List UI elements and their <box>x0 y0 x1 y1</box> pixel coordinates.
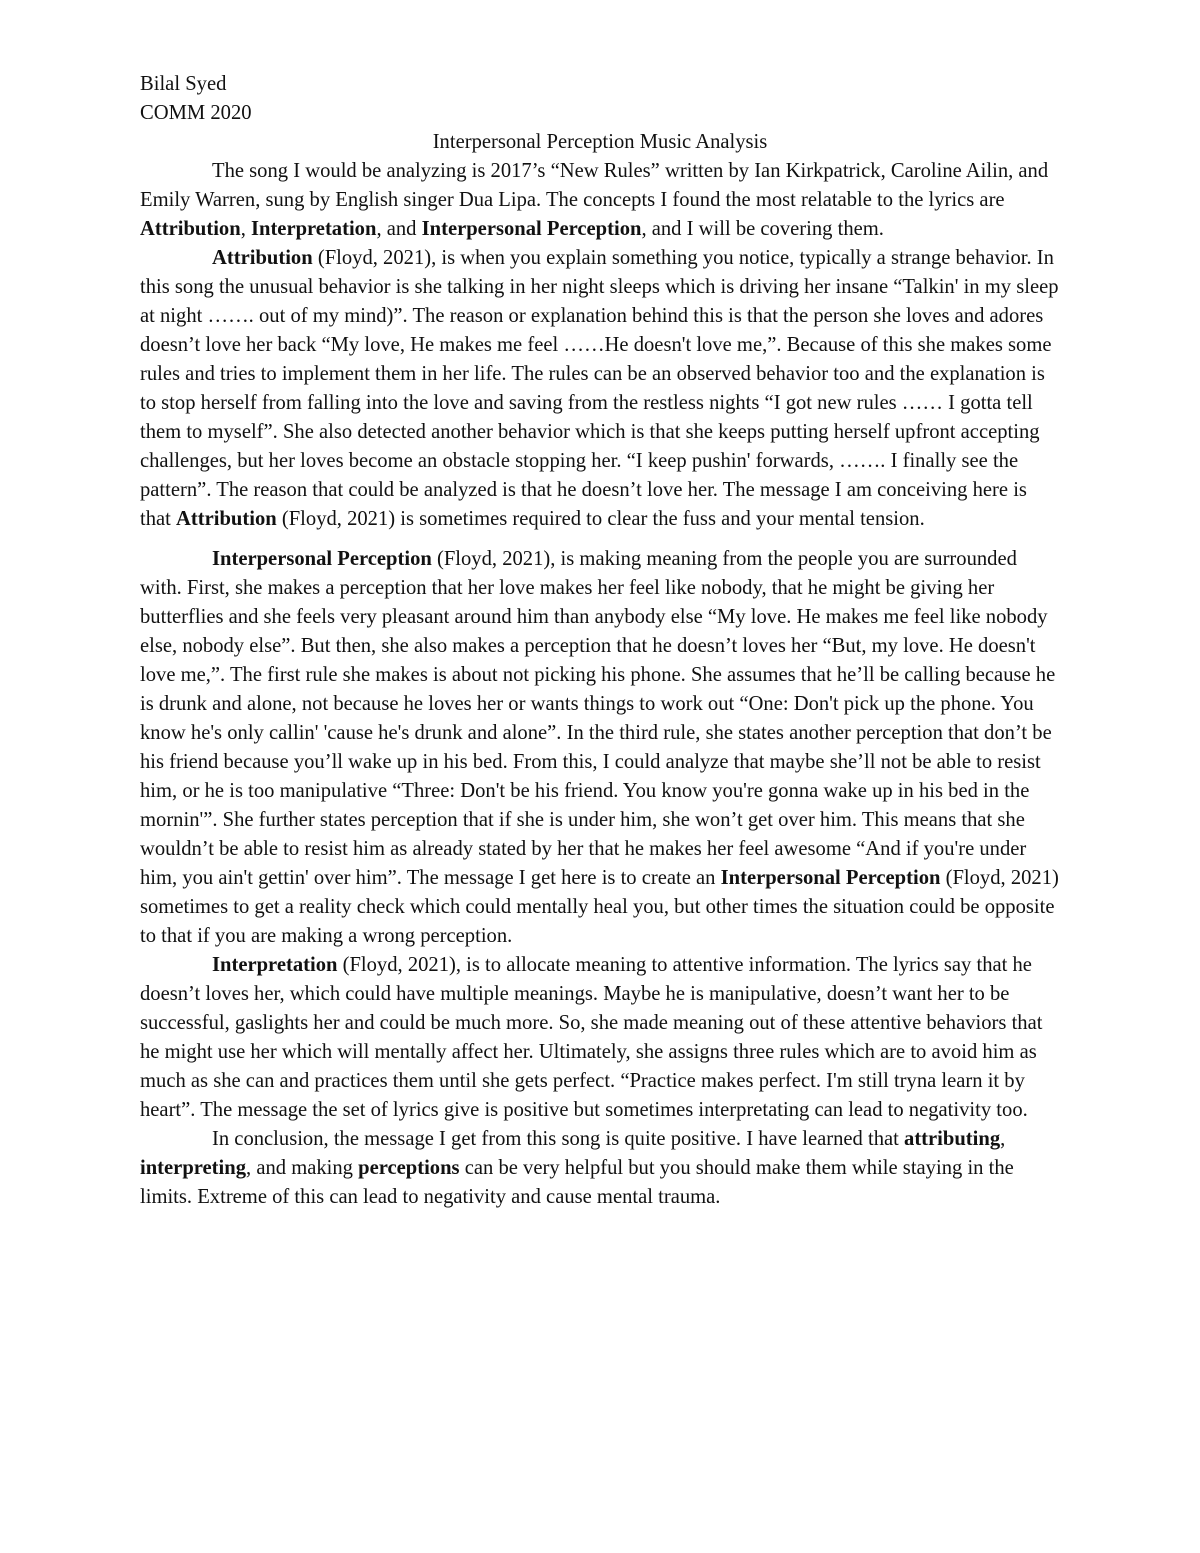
paragraph-conclusion <box>140 1125 1060 1212</box>
author-name: Bilal Syed <box>140 73 227 95</box>
bold-term: Interpretation <box>250 218 377 240</box>
text-run: (Floyd, 2021) sometimes to get a reality check which could mentally heal you, but other times the situation could be opposite to that if you are making a wrong perception. <box>140 867 1059 947</box>
text-run: (Floyd, 2021), is making meaning from the people you are surrounded with. First, she makes a perception that her love makes her feel like nobody, that he might be giving her butterflies and she feels very pleasant around him than anybody else “My love. He makes me feel like nobody else, nobody else”. But then, she also makes a perception that he doesn’t loves her “But, my love. He doesn't love me,”. The first rule she makes is about not picking his phone. She assumes that he’ll be calling because he is drunk and alone, not because he loves her or wants things to work out “One: Don't pick up the phone. You know he's only callin' 'cause he's drunk and alone”. In the third rule, she states another perception that don’t be his friend because you’ll wake up in his bed. From this, I could analyze that maybe she’ll not be able to resist him, or he is too manipulative “Three: Don't be his friend. You know you're gonna wake up in his bed in the mornin'”. She further states perception that if she is under him, she won’t get over him. This means that she wouldn’t be able to resist him as already stated by her that he makes her feel awesome “And if you're under him, you ain't gettin' over him”. The message I get here is to create an <box>140 548 1056 889</box>
bold-term: Attribution <box>212 247 313 269</box>
text-run: , and <box>376 218 422 240</box>
bold-term: Interpersonal Perception <box>421 218 642 240</box>
course-code: COMM 2020 <box>140 102 252 124</box>
text-run: , and making <box>246 1157 359 1179</box>
bold-term: perceptions <box>358 1157 460 1179</box>
paragraph-attribution <box>140 244 1060 534</box>
bold-term: Interpretation <box>212 954 338 976</box>
text-run: (Floyd, 2021), is when you explain something you notice, typically a strange behavior. In this song the unusual behavior is she talking in her night sleeps which is driving her insane “Talkin' in my sleep at night ……. out of my mind)”. The reason or explanation behind this is that the person she loves and adores doesn’t love her back “My love, He makes me feel ……He doesn't love me,”. Because of this she makes some rules and tries to implement them in her life. The rules can be an observed behavior too and the explanation is to stop herself from falling into the love and saving from the restless nights “I got new rules …… I gotta tell them to myself”. She also detected another behavior which is that she keeps putting herself upfront accepting challenges, but her loves become an obstacle stopping her. “I keep pushin' forwards, ……. I finally see the pattern”. The reason that could be analyzed is that he doesn’t love her. The message I am conceiving here is that <box>140 247 1059 530</box>
text-run: The song I would be analyzing is 2017’s “New Rules” written by Ian Kirkpatrick, Caroline Ailin, and Emily Warren, sung by English singer Dua Lipa. The concepts I found the most relatable to the lyrics are <box>140 160 1049 211</box>
bold-term: Attribution <box>176 508 277 530</box>
bold-term: attributing <box>904 1128 1001 1150</box>
text-run: (Floyd, 2021) is sometimes required to clear the fuss and your mental tension. <box>276 508 925 530</box>
bold-term: interpreting <box>140 1157 247 1179</box>
paragraph-interpersonal-perception <box>140 545 1060 951</box>
text-run: , <box>1000 1128 1006 1150</box>
text-run: In conclusion, the message I get from this song is quite positive. I have learned that <box>212 1128 905 1150</box>
bold-term: Interpersonal Perception <box>720 867 941 889</box>
text-run: (Floyd, 2021), is to allocate meaning to attentive information. The lyrics say that he doesn’t loves her, which could have multiple meanings. Maybe he is manipulative, doesn’t want her to be successful, gaslights her and could be much more. So, she made meaning out of these attentive behaviors that he might use her which will mentally affect her. Ultimately, she assigns three rules which are to avoid him as much as she can and practices them until she gets perfect. “Practice makes perfect. I'm still tryna learn it by heart”. The message the set of lyrics give is positive but sometimes interpretating can lead to negativity too. <box>140 954 1043 1121</box>
bold-term: Attribution <box>140 218 241 240</box>
document-body <box>140 70 1060 1212</box>
document-title: Interpersonal Perception Music Analysis <box>432 131 768 153</box>
text-run: , and I will be covering them. <box>641 218 884 240</box>
paragraph-intro <box>140 157 1060 244</box>
text-run: , <box>240 218 251 240</box>
text-run: can be very helpful but you should make them while staying in the limits. Extreme of this can lead to negativity and cause mental trauma. <box>140 1157 1014 1208</box>
bold-term: Interpersonal Perception <box>212 548 432 570</box>
paragraph-interpretation <box>140 951 1060 1125</box>
